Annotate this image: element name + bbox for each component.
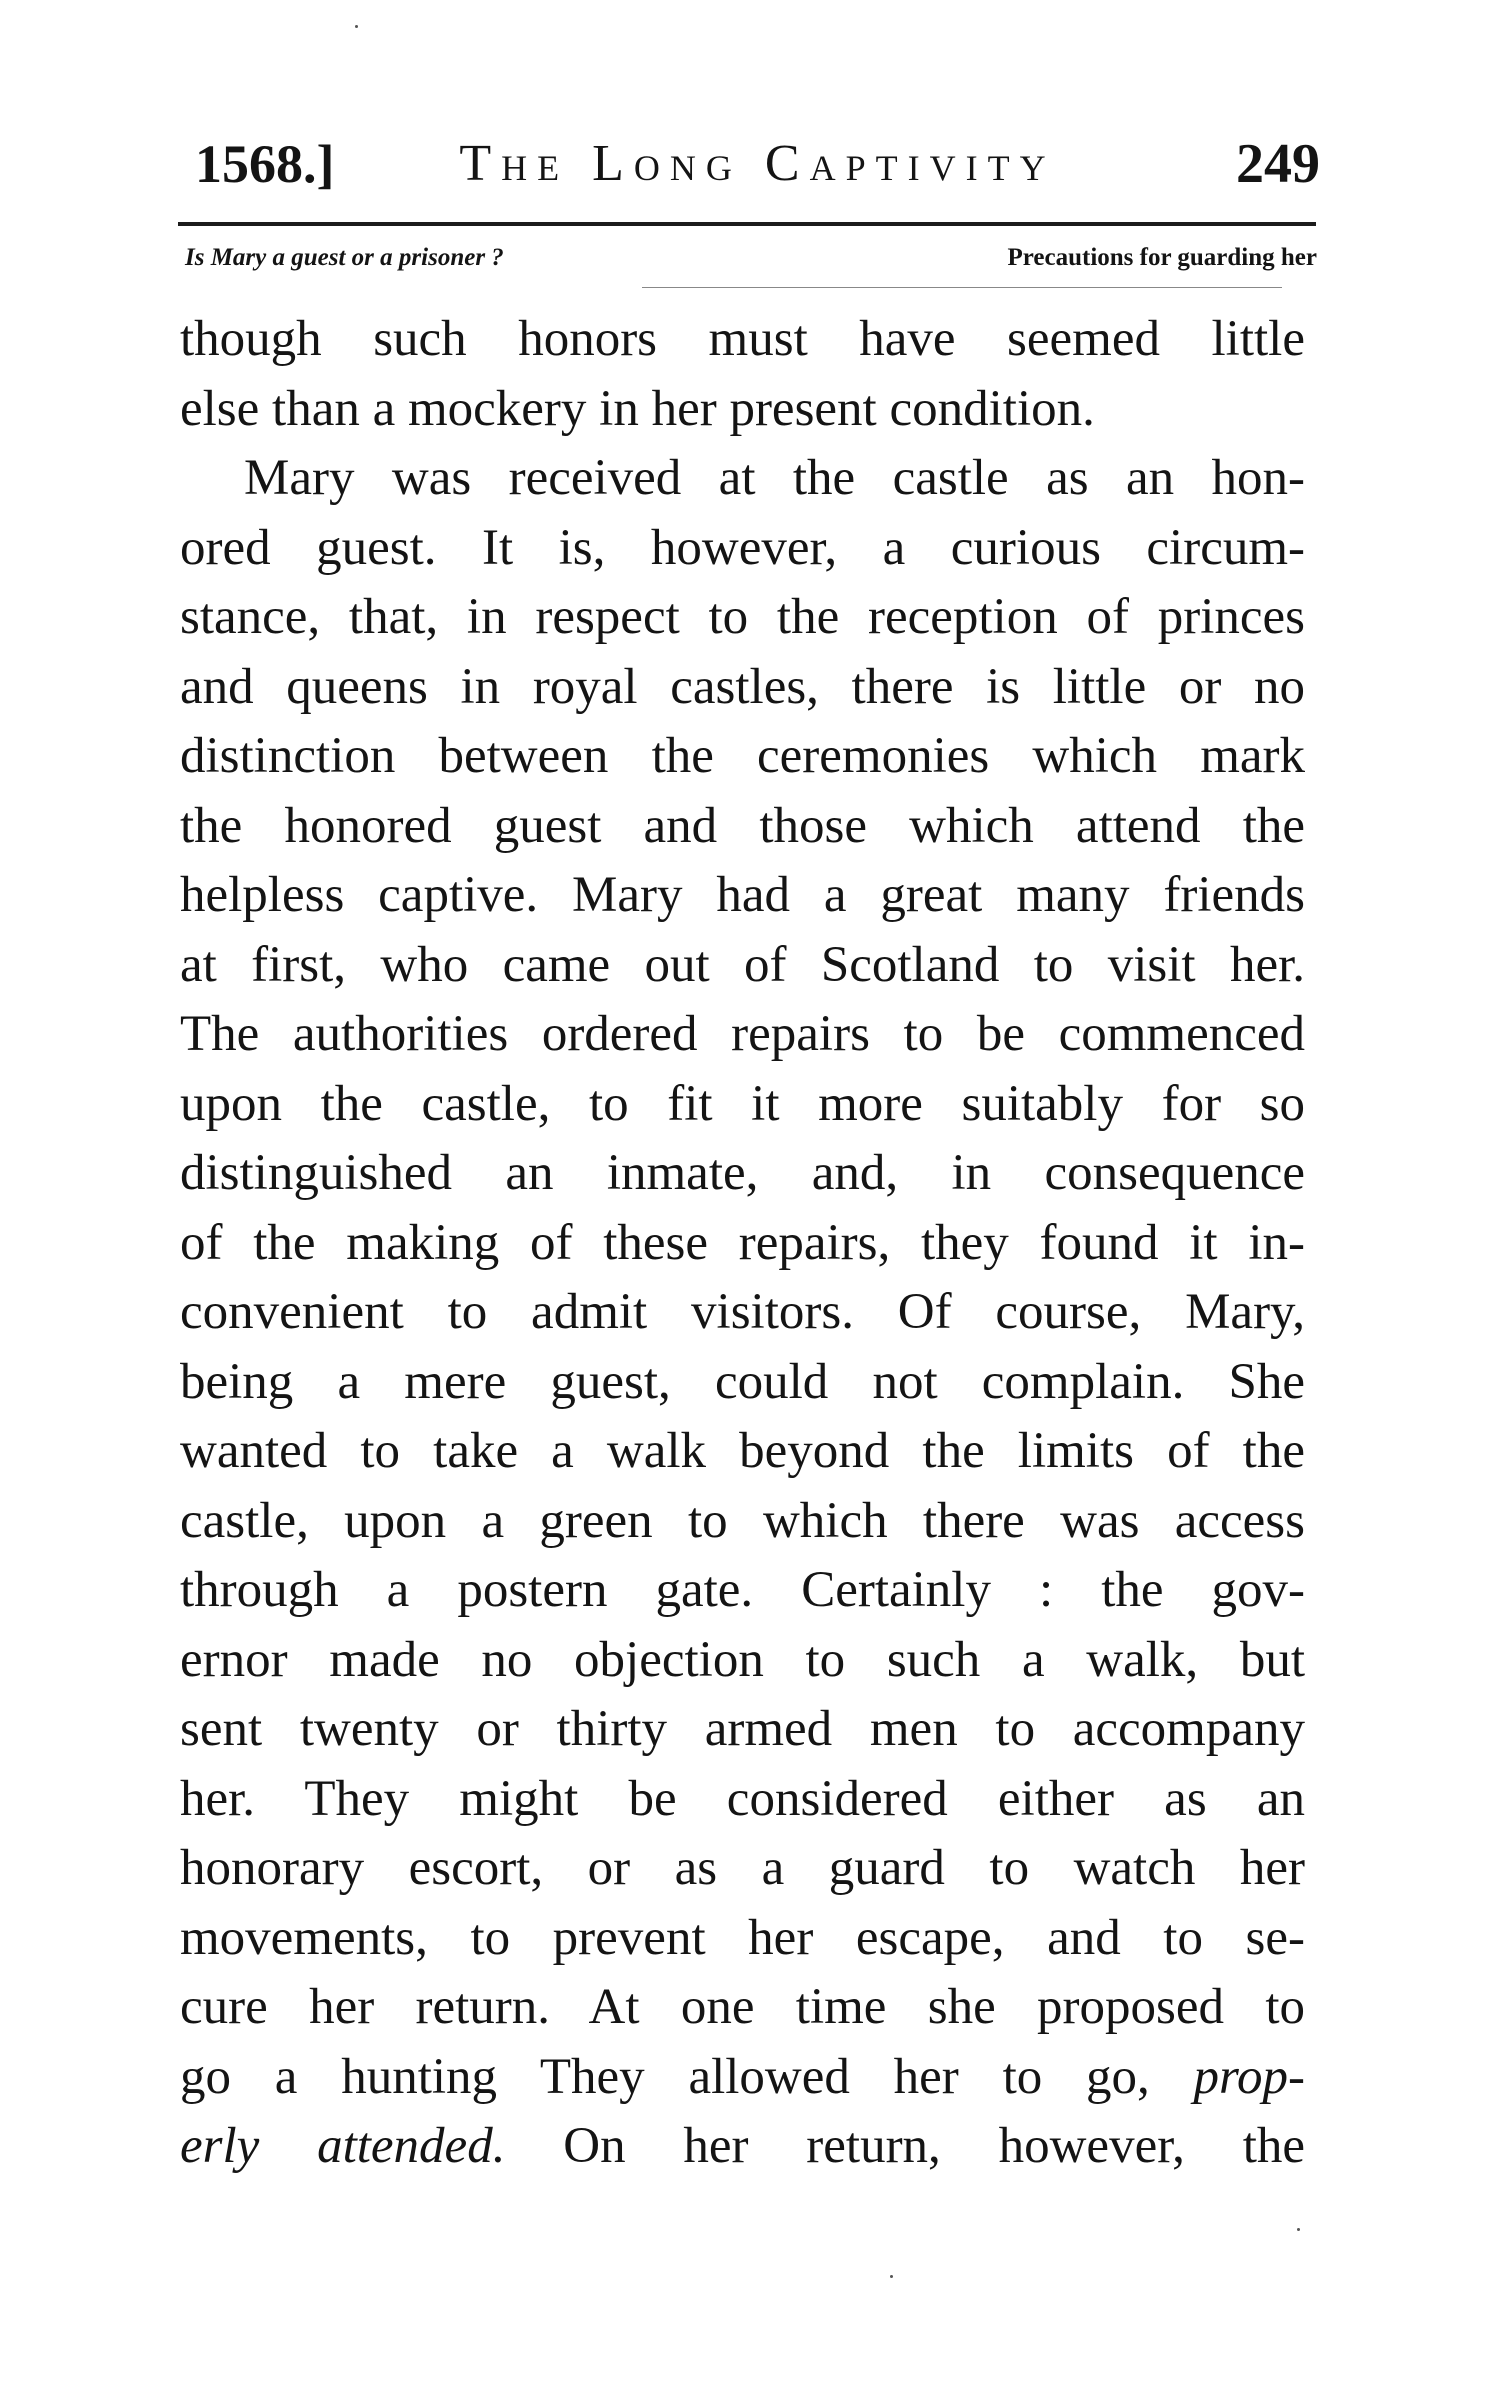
body-line-final	[180, 2112, 1305, 2182]
body-line-text: go a hunting They allowed her to go,	[180, 2048, 1150, 2105]
body-line: wanted to take a walk beyond the limits of the	[180, 1423, 1305, 1479]
body-line: distinguished an inmate, and, in consequence	[180, 1145, 1305, 1201]
body-line: movements, to prevent her escape, and to se-	[180, 1909, 1305, 1966]
body-line: her. They might be considered either as an	[180, 1770, 1305, 1827]
running-head	[195, 128, 1320, 200]
body-line: ernor made no objection to such a walk, but	[180, 1631, 1305, 1688]
body-line: being a mere guest, could not complain. She	[180, 1353, 1305, 1410]
side-note-right: Precautions for guarding her	[1007, 244, 1317, 271]
italic-phrase-end: erly attended.	[180, 2118, 506, 2174]
body-line: and queens in royal castles, there is little or no	[180, 658, 1305, 715]
body-line: cure her return. At one time she proposed to	[180, 1979, 1305, 2035]
body-line: stance, that, in respect to the reception of princes	[180, 589, 1305, 645]
page-speck	[890, 2275, 893, 2278]
body-line: Mary was received at the castle as an hon-	[244, 450, 1305, 506]
body-line: of the making of these repairs, they found it in-	[180, 1214, 1305, 1271]
body-line: ored guest. It is, however, a curious circum-	[180, 519, 1305, 576]
body-line: else than a mockery in her present condition.	[180, 380, 1095, 437]
body-line: at first, who came out of Scotland to visit her.	[180, 936, 1305, 993]
running-head-year: 1568.]	[195, 134, 335, 194]
body-line: honorary escort, or as a guard to watch her	[180, 1840, 1305, 1896]
body-line: sent twenty or thirty armed men to accompany	[180, 1701, 1305, 1757]
side-note-left: Is Mary a guest or a prisoner ?	[185, 244, 504, 271]
header-rule	[178, 222, 1316, 226]
body-line-text-final: On her return, however, the	[563, 2118, 1305, 2174]
body-line: castle, upon a green to which there was access	[180, 1492, 1305, 1549]
side-note-rule	[642, 287, 1282, 288]
body-line: helpless captive. Mary had a great many friends	[180, 867, 1305, 923]
running-head-title: The Long Captivity	[459, 135, 1056, 192]
body-line: distinction between the ceremonies which mark	[180, 728, 1305, 784]
body-line: upon the castle, to fit it more suitably for so	[180, 1075, 1305, 1132]
body-line: the honored guest and those which attend the	[180, 797, 1305, 854]
side-notes	[185, 238, 1317, 278]
body-line: though such honors must have seemed little	[180, 311, 1305, 367]
body-line: through a postern gate. Certainly : the gov-	[180, 1562, 1305, 1618]
body-line: The authorities ordered repairs to be commenced	[180, 1006, 1305, 1062]
page-speck	[355, 25, 358, 28]
body-text	[180, 305, 1305, 2182]
page-number: 249	[1236, 133, 1320, 195]
body-line-with-italic	[180, 2043, 1305, 2113]
body-line: convenient to admit visitors. Of course, Mary,	[180, 1284, 1305, 1340]
page-speck	[1297, 2228, 1300, 2231]
italic-phrase: prop-	[1193, 2048, 1305, 2105]
